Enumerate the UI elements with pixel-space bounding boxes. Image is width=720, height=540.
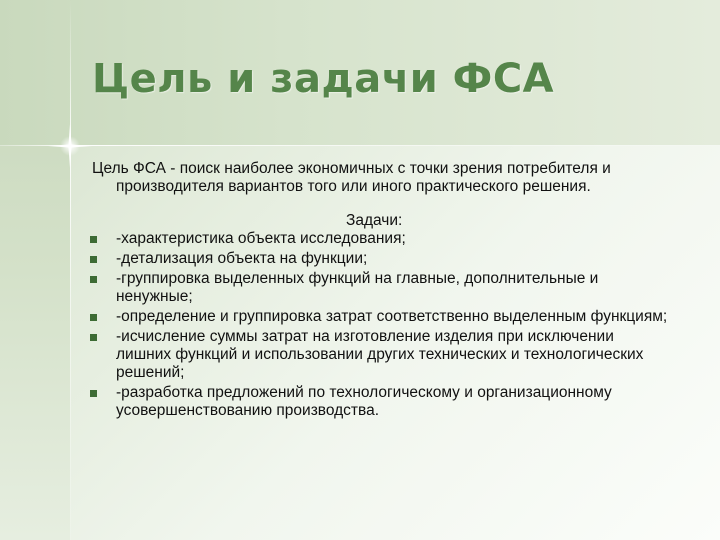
task-text: -группировка выделенных функций на главные, дополнительные и ненужные;: [116, 270, 599, 305]
task-text: -детализация объекта на функции;: [116, 250, 368, 267]
list-item: [92, 384, 672, 420]
horizontal-divider-line: [0, 145, 720, 146]
goal-paragraph: Цель ФСА - поиск наиболее экономичных с точки зрения потребителя и производителя вариантов того или иного практического решения.: [92, 160, 611, 195]
square-bullet-icon: [90, 236, 97, 243]
list-item: [92, 270, 672, 306]
task-text: -исчисление суммы затрат на изготовление изделия при исключении лишних функций и использовании других технических и технологических решений;: [116, 328, 644, 381]
slide-content: [92, 160, 672, 422]
list-item: [92, 250, 672, 268]
list-item: [92, 308, 672, 326]
task-text: -определение и группировка затрат соответственно выделенным функциям;: [116, 308, 668, 325]
tasks-list: [92, 230, 672, 420]
square-bullet-icon: [90, 314, 97, 321]
sparkle-icon: [44, 120, 96, 172]
vertical-divider-line: [70, 0, 71, 540]
square-bullet-icon: [90, 256, 97, 263]
tasks-heading: Задачи:: [346, 212, 403, 229]
square-bullet-icon: [90, 276, 97, 283]
square-bullet-icon: [90, 334, 97, 341]
task-text: -разработка предложений по технологическому и организационному усовершенствованию производства.: [116, 384, 612, 419]
list-item: [92, 328, 672, 382]
square-bullet-icon: [90, 390, 97, 397]
list-item: [92, 230, 672, 248]
slide-title: Цель и задачи ФСА: [92, 56, 555, 102]
task-text: -характеристика объекта исследования;: [116, 230, 406, 247]
